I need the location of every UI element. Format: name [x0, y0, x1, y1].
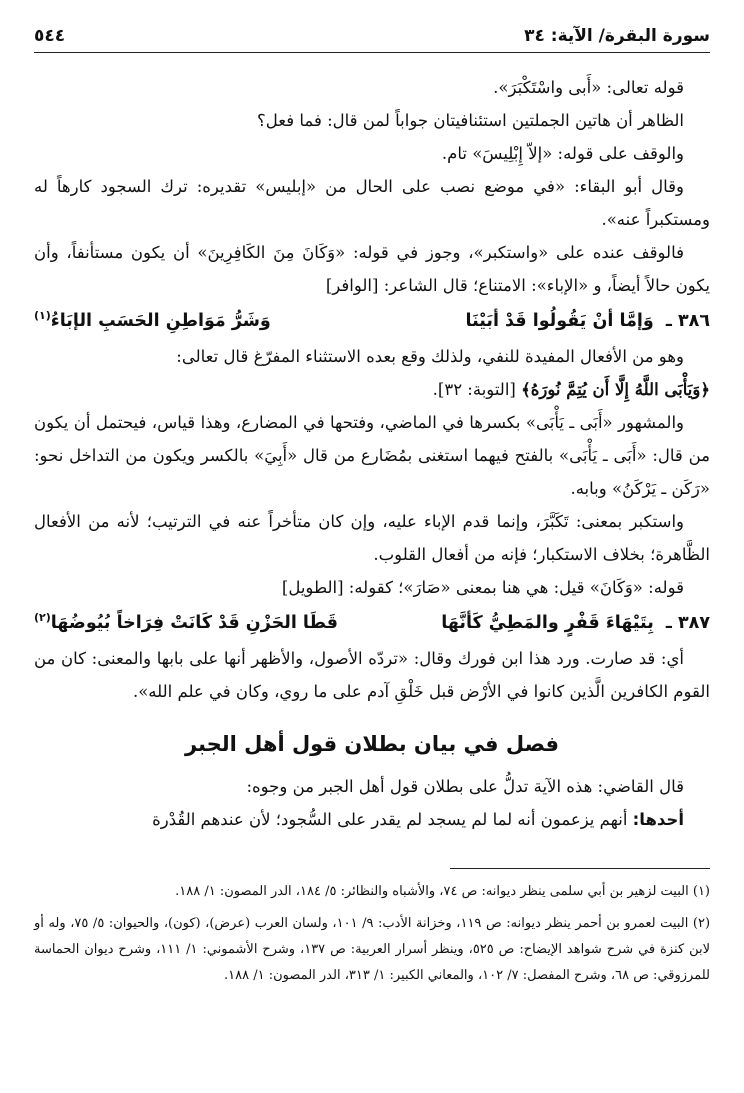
paragraph: قوله: «وَكَانَ» قيل: هي هنا بمعنى «صَارَ»؛ كقوله: [الطويل]: [281, 578, 684, 597]
footnote-separator: [450, 868, 710, 869]
poem-verse-387: [34, 604, 710, 642]
poem-verse-386: [34, 302, 710, 340]
verse-number: ٣٨٦ ـ: [665, 311, 710, 331]
footnotes: [34, 879, 710, 989]
paragraph: [34, 373, 710, 406]
verse-hemistich-second: قَطَا الحَزْنِ قَدْ كَانَتْ فِرَاخاً بُيُوضُهَا: [50, 613, 338, 633]
paragraph: الظاهر أن هاتين الجملتين استئنافيتان جواباً لمن قال: فما فعل؟: [257, 111, 684, 130]
paragraph: وهو من الأفعال المفيدة للنفي، ولذلك وقع بعده الاستثناء المفرّغ قال تعالى:: [176, 347, 684, 366]
verse-number: ٣٨٧ ـ: [665, 613, 710, 633]
paragraph: قال القاضي: هذه الآية تدلُّ على بطلان قول أهل الجبر من وجوه:: [246, 777, 684, 796]
paragraph: وقال أبو البقاء: «في موضع نصب على الحال من «إبليس» تقديره: ترك السجود كارهاً له ومستكبراً عنه».: [34, 177, 710, 229]
paragraph: فالوقف عنده على «واستكبر»، وجوز في قوله: «وَكَانَ مِنَ الكَافِرِينَ» أن يكون مستأنفاً، وأن يكون حالاً أيضاً، و «الإباء»: الامتناع؛ قال الشاعر: [الوافر]: [34, 243, 710, 295]
verse-hemistich-first: وَإمَّا أنْ يَقُولُوا قَدْ أبَيْنَا: [465, 311, 654, 331]
paragraph: واستكبر بمعنى: تَكَبَّرَ، وإنما قدم الإباء عليه، وإن كان متأخراً عنه في الترتيب؛ لأنه من الأفعال الظَّاهرة؛ بخلاف الاستكبار؛ فإنه من أفعال القلوب.: [34, 512, 710, 564]
verse-hemistich-first: بِتَيْهَاءَ قَفْرٍ والمَطِيُّ كَأنَّهَا: [441, 613, 654, 633]
paragraph: [34, 803, 710, 836]
main-text: [34, 71, 710, 836]
page-number: ٥٤٤: [34, 26, 66, 46]
footnote-ref: (٢): [34, 611, 51, 625]
quran-reference: [التوبة: ٣٢].: [432, 380, 522, 399]
section-title: فصل في بيان بطلان قول أهل الجبر: [184, 732, 560, 756]
footnote-2: (٢) البيت لعمرو بن أحمر ينظر ديوانه: ص ١١٩، وخزانة الأدب: ٩/ ١٠١، ولسان العرب (عرض)، (كون)، والحيوان: ٥/ ٧٥، وله أو لابن كنزة في شرح شواهد الإيضاح: ص ٥٢٥، وينظر أسرار العربية: ص ١٣٧، وشرح الأشموني: ١/ ١١١، وشرح ديوان الحماسة للمرزوقي: ص ٦٨، وشرح المفصل: ٧/ ١٠٢، والمعاني الكبير: ١/ ٣١٣، الدر المصون: ١/ ١٨٨.: [34, 916, 711, 983]
paragraph: والوقف على قوله: «إلاّ إِبْلِيسَ» تام.: [441, 144, 684, 163]
verse-hemistich-second: وَشَرُّ مَوَاطِنِ الحَسَبِ الإبَاءُ: [50, 311, 271, 331]
footnote-1: (١) البيت لزهير بن أبي سلمى ينظر ديوانه: ص ٧٤، والأشباه والنظائر: ٥/ ١٨٤، الدر المصون: ١/ ١٨٨.: [175, 884, 710, 899]
footnote-ref: (١): [34, 309, 51, 323]
point-text: أنهم يزعمون أنه لما لم يسجد لم يقدر على السُّجود؛ لأن عندهم القُدْرة: [152, 810, 633, 829]
running-title: سورة البقرة/ الآية: ٣٤: [524, 26, 710, 46]
page-header: [34, 26, 710, 53]
book-page: [34, 26, 710, 1073]
paragraph: والمشهور «أَبَى ـ يَأْبَى» بكسرها في الماضي، وفتحها في المضارع، وهذا قياس، فيحتمل أن يكون من قال: «أَبَى ـ يَأْبَى» بالفتح فيهما استغنى بمُضَارع من قال «أَبِيَ» بالكسر ويكون من التداخل نحو: «رَكَن ـ يَرْكَنُ» وبابه.: [34, 413, 710, 498]
paragraph: أي: قد صارت. ورد هذا ابن فورك وقال: «تردّه الأصول، والأظهر أنها على بابها والمعنى: كان من القوم الكافرين الَّذين كانوا في الأرْض قبل خَلْقِ آدم على ما روي، وكان في علم الله».: [34, 649, 710, 701]
point-lead: أحدها:: [632, 810, 684, 829]
paragraph: قوله تعالى: «أَبى واسْتَكْبَرَ».: [493, 78, 684, 97]
quran-quote: ﴿وَيَأْبَى اللَّهُ إِلَّا أَن يُتِمَّ نُورَهُ﴾: [521, 380, 710, 399]
